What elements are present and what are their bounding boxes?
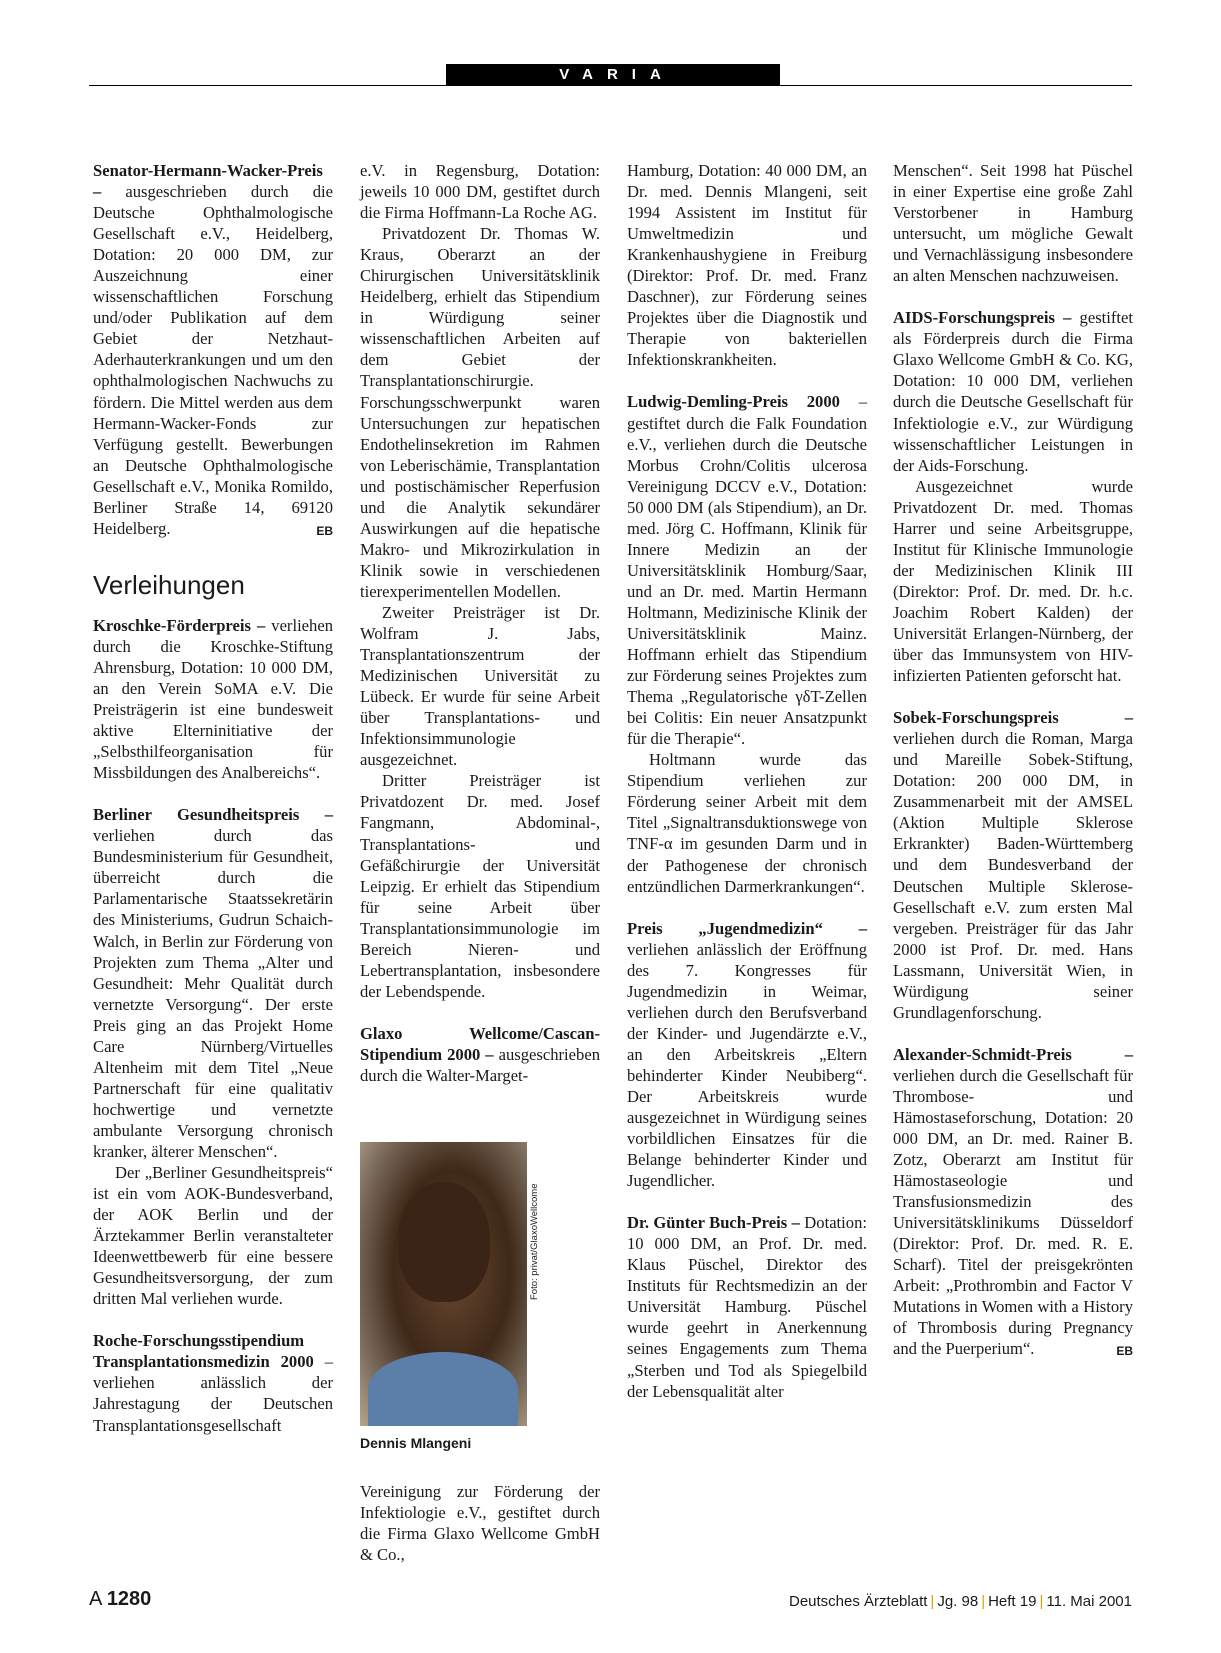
- entry-text: verliehen durch die Kroschke-Stiftung Ahrensburg, Dotation: 10 000 DM, an den Verein SoMA e.V. Die Preisträgerin ist eine bundesweit aktive Elterninitiative der „Selbsthilfeorganisation für Missbildungen des Analbereichs“.: [93, 615, 333, 783]
- photo-shirt: [368, 1352, 518, 1426]
- entry-title: Glaxo Wellcome/Cascan-Stipendium 2000 –: [360, 1023, 600, 1064]
- journal-name: Deutsches Ärzteblatt: [789, 1593, 928, 1610]
- entry-text: verliehen durch die Gesellschaft für Thrombose- und Hämostaseforschung, Dotation: 20 000 DM, an Dr. med. Rainer B. Zotz, Oberarzt am Institut für Hämostaseologie und Transfusionsmedizin des Universitätsklinikums Düsseldorf (Direktor: Prof. Dr. med. R. E. Scharf). Titel der preisgekrönten Arbeit: „Prothrombin and Factor V Mutations in Women with a History of Thrombosis during Pregnancy and the Puerperium“.: [893, 1065, 1133, 1359]
- photo-credit: Foto: privat/GlaxoWellcome: [529, 1183, 540, 1300]
- entry-text: ausgeschrieben durch die Walter-Marget-: [360, 1044, 600, 1085]
- entry-title: Berliner Gesundheitspreis –: [93, 805, 333, 825]
- entry-title: Preis „Jugendmedizin“ –: [627, 918, 867, 938]
- page-number-value: 1280: [106, 1588, 152, 1610]
- article-berliner-gesundheitspreis: [93, 804, 333, 1162]
- article-wacker-preis: [93, 160, 333, 539]
- article-roche: [93, 1330, 333, 1435]
- journal-issue: Heft 19: [988, 1593, 1037, 1610]
- separator: |: [981, 1593, 986, 1610]
- author-initials: EB: [316, 523, 333, 538]
- entry-text: Dotation: 10 000 DM, an Prof. Dr. med. Klaus Püschel, Direktor des Instituts für Rechtsmedizin an der Universität Hamburg. Püschel wurde geehrt in Anerkennung seines Engagements zum Thema „Sterben und Tod als Spiegelbild der Lebensqualität alter: [627, 1213, 867, 1401]
- column-2: [360, 160, 600, 1086]
- entry-title: Senator-Hermann-Wacker-Preis –: [93, 161, 323, 202]
- entry-title: Kroschke-Förderpreis –: [93, 615, 266, 635]
- portrait-photo: [360, 1142, 527, 1426]
- column-2-continued: [360, 1481, 600, 1565]
- paragraph: Hamburg, Dotation: 40 000 DM, an Dr. med. Dennis Mlangeni, seit 1994 Assistent im Institut für Umweltmedizin und Krankenhaushygiene in Freiburg (Direktor: Prof. Dr. med. Franz Daschner), zur Förderung seines Projektes über die Diagnostik und Therapie von bakteriellen Infektionskrankheiten.: [627, 161, 867, 370]
- entry-title: Alexander-Schmidt-Preis –: [893, 1044, 1133, 1064]
- entry-text: gestiftet als Förderpreis durch die Firma Glaxo Wellcome GmbH & Co. KG, Dotation: 10 000 DM, verliehen durch die Deutsche Gesellschaft für Infektiologie e.V., zur Würdigung wissenschaftlicher Leistungen in der Aids-Forschung.: [893, 308, 1133, 475]
- paragraph: Ausgezeichnet wurde Privatdozent Dr. med. Thomas Harrer und seine Arbeitsgruppe, Institut für Klinische Immunologie der Medizinischen Klinik III (Direktor: Prof. Dr. med. Dr. h.c. Joachim Robert Kalden) der Universität Erlangen-Nürnberg, der über das Immunsystem von HIV-infizierten Patienten geforscht hat.: [893, 476, 1133, 686]
- section-label: VARIA: [446, 64, 780, 86]
- entry-title: Sobek-Forschungspreis –: [893, 708, 1133, 728]
- paragraph: Holtmann wurde das Stipendium verliehen zur Förderung seiner Arbeit mit dem Titel „Signaltransduktionswege von TNF-α im gesunden Darm und in der Pathogenese der chronisch entzündlichen Darmerkrankungen“.: [627, 750, 867, 896]
- paragraph: Menschen“. Seit 1998 hat Püschel in einer Expertise eine große Zahl Verstorbener in Hamburg untersucht, um mögliche Gewalt und Vernachlässigung insbesondere an alten Menschen nachzuweisen.: [893, 161, 1133, 286]
- paragraph: Vereinigung zur Förderung der Infektiologie e.V., gestiftet durch die Firma Glaxo Wellcome GmbH & Co.,: [360, 1482, 600, 1565]
- photo-caption: Dennis Mlangeni: [360, 1435, 472, 1451]
- column-1: [93, 160, 333, 1436]
- entry-text: – gestiftet durch die Falk Foundation e.V., verliehen durch die Deutsche Morbus Crohn/Colitis ulcerosa Vereinigung DCCV e.V., Dotation: 50 000 DM (als Stipendium), an Dr. med. Jörg C. Hoffmann, Klinik für Innere Medizin an der Universitätsklinik Homburg/Saar, und an Dr. med. Martin Hermann Holtmann, Medizinische Klinik der Universitätsklinik Mainz. Hoffmann erhielt das Stipendium zur Förderung seines Projektes zum Thema „Regulatorische γδT-Zellen bei Colitis: Ein neuer Ansatzpunkt für die Therapie“.: [627, 392, 867, 749]
- entry-text: verliehen durch die Roman, Marga und Mareille Sobek-Stiftung, Dotation: 200 000 DM, in Zusammenarbeit mit der AMSEL (Aktion Multiple Sklerose Erkrankter) Baden-Württemberg und dem Bundesverband der Deutschen Multiple Sklerose-Gesellschaft e.V. zum ersten Mal vergeben. Preisträger für das Jahr 2000 ist Prof. Dr. med. Hans Lassmann, Universität Wien, in Würdigung seiner Grundlagenforschung.: [893, 729, 1133, 1022]
- article-sobek: [893, 707, 1133, 1023]
- page-number: [89, 1588, 151, 1611]
- journal-volume: Jg. 98: [937, 1593, 979, 1610]
- article-demling: [627, 391, 867, 749]
- entry-text: verliehen anlässlich der Eröffnung des 7. Kongresses für Jugendmedizin in Weimar, verliehen durch den Berufsverband der Kinder- und Jugendärzte e.V., an den Arbeitskreis „Eltern behinderter Kinder Neubiberg“. Der Arbeitskreis wurde ausgezeichnet in Würdigung seines vorbildlichen Einsatzes für die Belange behinderter Kinder und Jugendlicher.: [627, 939, 867, 1191]
- separator: |: [930, 1593, 935, 1610]
- article-aids: [893, 307, 1133, 475]
- article-glaxo-cascan: [360, 1023, 600, 1086]
- journal-info: [789, 1593, 1132, 1610]
- section-heading: Verleihungen: [93, 569, 245, 600]
- entry-title: AIDS-Forschungspreis –: [893, 308, 1072, 328]
- paragraph: e.V. in Regensburg, Dotation: jeweils 10 000 DM, gestiftet durch die Firma Hoffmann-La Roche AG.: [360, 161, 600, 223]
- paragraph: Dritter Preisträger ist Privatdozent Dr. med. Josef Fangmann, Abdominal-, Transplantations- und Gefäßchirurgie der Universität Leipzig. Er erhielt das Stipendium für seine Arbeit über Transplantationsimmunologie im Bereich Nieren- und Lebertransplantation, insbesondere der Lebendspende.: [360, 771, 600, 1001]
- page-prefix: A: [89, 1588, 102, 1610]
- author-initials: EB: [1116, 1344, 1133, 1359]
- journal-date: 11. Mai 2001: [1046, 1593, 1132, 1610]
- entry-title: Dr. Günter Buch-Preis –: [627, 1213, 800, 1233]
- entry-text: – verliehen anlässlich der Jahrestagung der Deutschen Transplantationsgesellschaft: [93, 1352, 333, 1435]
- separator: |: [1039, 1593, 1044, 1610]
- column-4: [893, 160, 1133, 1363]
- article-buch-preis: [627, 1212, 867, 1401]
- column-3: [627, 160, 867, 1402]
- article-schmidt: [893, 1044, 1133, 1360]
- article-kroschke: [93, 615, 333, 783]
- paragraph: Zweiter Preisträger ist Dr. Wolfram J. Jabs, Transplantationszentrum der Medizinischen Universität zu Lübeck. Er wurde für seine Arbeit über Transplantations- und Infektionsimmunologie ausgezeichnet.: [360, 602, 600, 770]
- paragraph: Privatdozent Dr. Thomas W. Kraus, Oberarzt an der Chirurgischen Universitätsklinik Heidelberg, erhielt das Stipendium in Würdigung seiner wissenschaftlichen Arbeiten auf dem Gebiet der Transplantationschirurgie. Forschungsschwerpunkt waren Untersuchungen zur hepatischen Endothelinsekretion im Rahmen von Leberischämie, Transplantation und postischämischer Reperfusion und die Analytik sekundärer Auswirkungen auf die hepatische Makro- und Mikrozirkulation in Klinik sowie in verschiedenen tierexperimentellen Modellen.: [360, 224, 600, 601]
- paragraph: Der „Berliner Gesundheitspreis“ ist ein vom AOK-Bundesverband, der AOK Berlin und der Ärztekammer Berlin veranstalteter Ideenwettbewerb für eine bessere Gesundheitsversorgung, der zum dritten Mal verliehen wurde.: [93, 1163, 333, 1309]
- entry-text: ausgeschrieben durch die Deutsche Ophthalmologische Gesellschaft e.V., Heidelberg, Dotation: 20 000 DM, zur Auszeichnung einer wissenschaftlichen Forschung und/oder Publikation auf dem Gebiet der Netzhaut-Aderhauterkrankungen und um den ophthalmologischen Nachwuchs zu fördern. Die Mittel werden aus dem Hermann-Wacker-Fonds zur Verfügung gestellt. Bewerbungen an Deutsche Ophthalmologische Gesellschaft e.V., Monika Romildo, Berliner Straße 14, 69120 Heidelberg.: [93, 182, 333, 538]
- photo-face: [398, 1182, 490, 1302]
- entry-text: verliehen durch das Bundesministerium für Gesundheit, überreicht durch die Parlamentarische Staatssekretärin des Ministeriums, Gudrun Schaich-Walch, in Berlin zur Förderung von Projekten zum Thema „Alter und Gesundheit: Mehr Qualität durch vernetzte Versorgung“. Der erste Preis ging an das Projekt Home Care Nürnberg/Virtuelles Altenheim mit dem Titel „Neue Partnerschaft für eine qualitativ hochwertige und vernetzte ambulante Versorgung chronisch kranker, älterer Menschen“.: [93, 826, 333, 1161]
- article-jugendmedizin: [627, 918, 867, 1192]
- entry-title: Roche-Forschungsstipendium Transplantationsmedizin 2000: [93, 1331, 314, 1372]
- entry-title: Ludwig-Demling-Preis 2000: [627, 392, 840, 412]
